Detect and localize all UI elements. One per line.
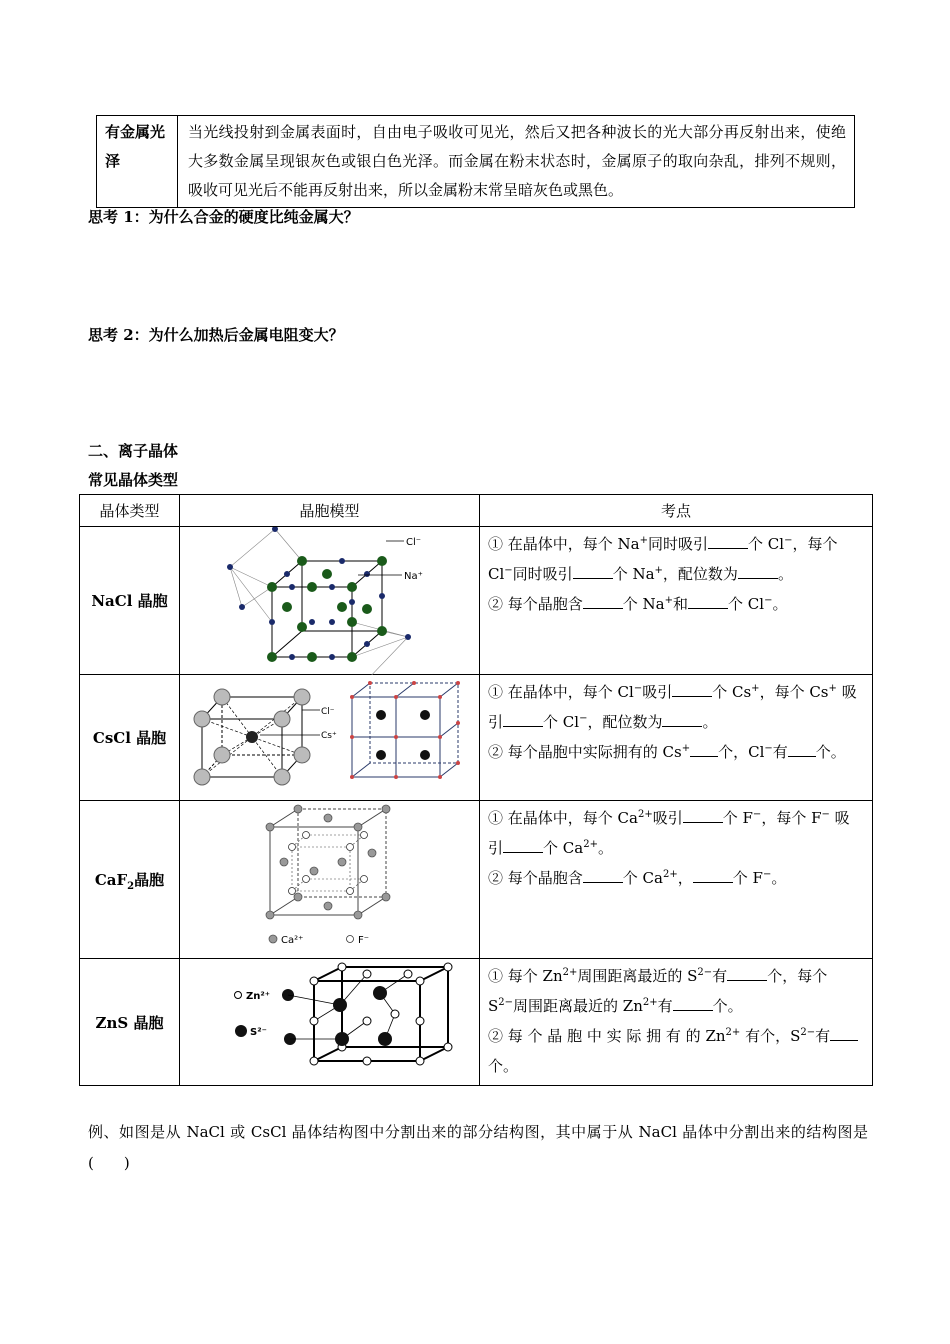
blank <box>503 838 543 853</box>
example-question: 例、如图是从 NaCl 或 CsCl 晶体结构图中分割出来的部分结构图，其中属于从 NaCl 晶体中分割出来的结构图是( ) <box>88 1123 868 1172</box>
nacl-cell-model <box>180 527 480 675</box>
zns-cell-model <box>180 959 480 1086</box>
metal-table-body: 当光线投射到金属表面时，自由电子吸收可见光，然后又把各种波长的光大部分再反射出来，使绝大多数金属呈现银灰色或银白色光泽。而金属在粉末状态时，金属原子的取向杂乱，排列不规则，吸收可见光后不能再反射出来，所以金属粉末常呈暗灰色或黑色。 <box>178 116 855 208</box>
caf2-legend-ca: Ca²⁺ <box>281 935 304 946</box>
think-question-2: 思考 2：为什么加热后金属电阻变大？ <box>88 326 344 344</box>
think-question-1: 思考 1：为什么合金的硬度比纯金属大？ <box>88 208 359 226</box>
table-row-caf2 <box>80 801 873 959</box>
blank <box>708 534 748 549</box>
blank <box>688 594 728 609</box>
crystal-types-table <box>79 494 873 1086</box>
crystal-type-caf2: CaF$_2$晶胞 <box>80 801 180 959</box>
blank <box>583 868 623 883</box>
cscl-cell-model <box>180 675 480 801</box>
col-header-model: 晶胞模型 <box>180 495 480 527</box>
caf2-cell-model <box>180 801 480 959</box>
zns-key-points: ① 每个 $Zn^{2+}$周围距离最近的 $S^{2-}$有 个，每个 $S^{2-}$周围距离最近的 $Zn^{2+}$有 个。 ② 每 个 晶 胞 中 实 际 拥 有 的 $Zn^{2+}$ 有个，$S^{2-}$有个。 <box>480 959 873 1086</box>
table-row-nacl <box>80 527 873 675</box>
blank <box>583 594 623 609</box>
zns-structure-diagram <box>180 959 477 1086</box>
table-row-zns <box>80 959 873 1086</box>
blank <box>693 868 733 883</box>
subsection-title: 常见晶体类型 <box>88 471 179 489</box>
blank <box>788 742 816 757</box>
nacl-label-na: Na⁺ <box>404 571 423 582</box>
blank <box>683 808 723 823</box>
col-header-type: 晶体类型 <box>80 495 180 527</box>
nacl-structure-diagram <box>180 527 477 675</box>
col-header-points: 考点 <box>480 495 873 527</box>
metal-property-table <box>96 115 855 208</box>
blank <box>503 712 543 727</box>
cscl-key-points: ① 在晶体中，每个 Cl−吸引 个 Cs+，每个 Cs+ 吸引 个 Cl−，配位数为 。 ② 每个晶胞中实际拥有的 Cs+ 个，Cl−有 个。 <box>480 675 873 801</box>
caf2-key-points: ① 在晶体中，每个 $Ca^{2+}$吸引 个 F−，每个 F− 吸引 个 $Ca^{2+}$。 ② 每个晶胞含 个 $Ca^{2+}$， 个 F−。 <box>480 801 873 959</box>
caf2-legend-f: F⁻ <box>358 935 370 946</box>
cscl-label-cs: Cs⁺ <box>321 731 337 741</box>
zns-legend-s: S²⁻ <box>250 1027 267 1038</box>
section-title: 二、离子晶体 <box>88 442 179 460</box>
metal-table-header: 有金属光泽 <box>97 116 178 208</box>
blank <box>672 682 712 697</box>
nacl-label-cl: Cl⁻ <box>406 537 422 548</box>
zns-legend-zn: Zn²⁺ <box>246 991 271 1002</box>
blank <box>662 712 702 727</box>
table-row-cscl <box>80 675 873 801</box>
crystal-type-zns: ZnS 晶胞 <box>80 959 180 1086</box>
crystal-type-nacl: NaCl 晶胞 <box>80 527 180 675</box>
blank <box>673 996 713 1011</box>
nacl-key-points: ① 在晶体中，每个 Na+同时吸引 个 Cl−，每个 Cl−同时吸引 个 Na+，配位数为 。 ② 每个晶胞含 个 Na+和 个 Cl−。 <box>480 527 873 675</box>
blank <box>738 564 778 579</box>
caf2-structure-diagram <box>180 801 477 959</box>
blank <box>573 564 613 579</box>
crystal-type-cscl: CsCl 晶胞 <box>80 675 180 801</box>
blank <box>690 742 718 757</box>
cscl-structure-diagram <box>180 675 477 801</box>
blank <box>727 966 767 981</box>
blank <box>830 1026 858 1041</box>
cscl-label-cl: Cl⁻ <box>321 707 335 717</box>
